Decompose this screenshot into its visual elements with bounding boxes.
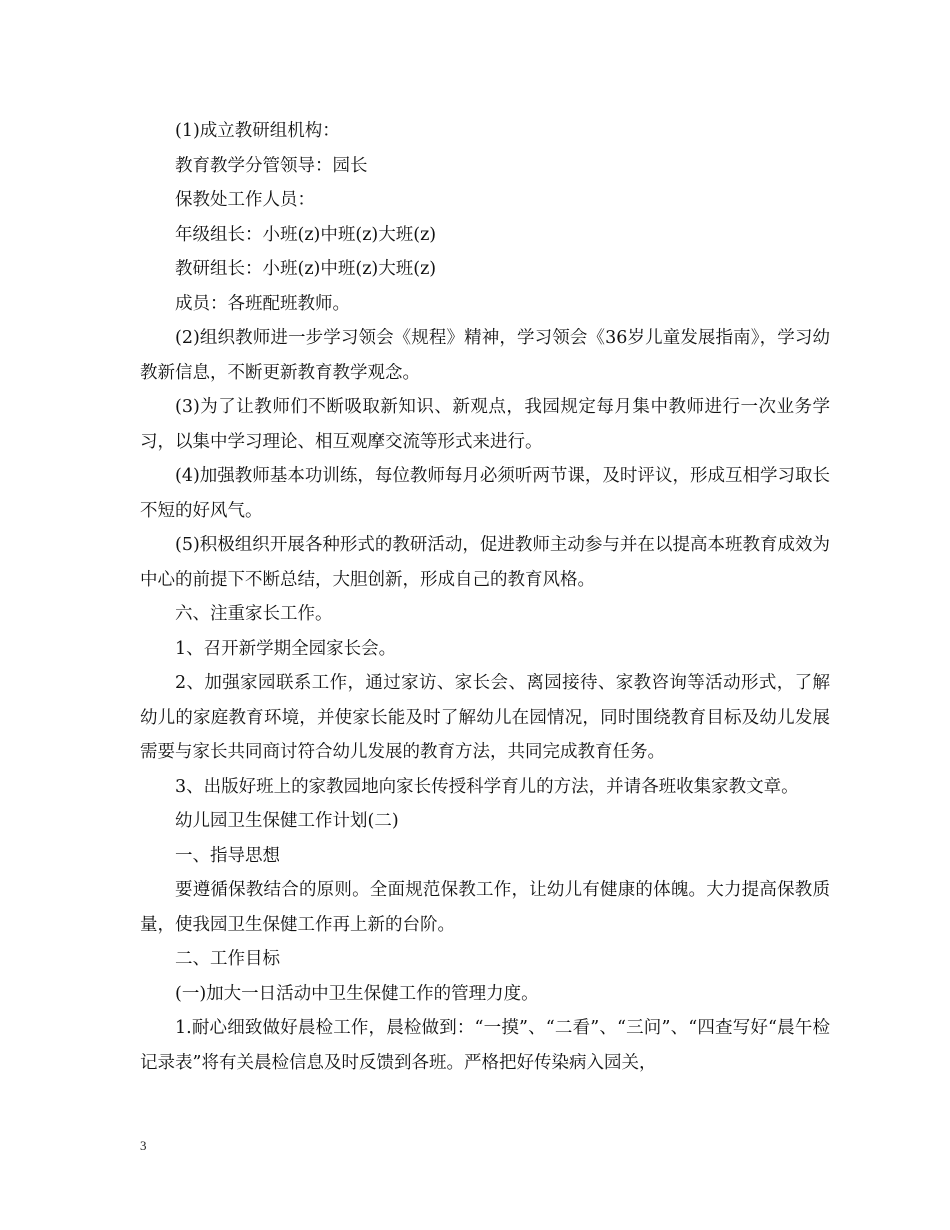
page-number: 3 [140, 1138, 147, 1153]
body-text [140, 114, 830, 1080]
paragraph-8: (3)为了让教师们不断吸取新知识、新观点，我园规定每月集中教师进行一次业务学习，以集中学习理论、相互观摩交流等形式来进行。 [140, 397, 830, 452]
paragraph-17: 要遵循保教结合的原则。全面规范保教工作，让幼儿有健康的体魄。大力提高保教质量，使我园卫生保健工作再上新的台阶。 [140, 880, 830, 935]
paragraph-2: 教育教学分管领导：园长 [175, 155, 368, 176]
paragraph-10: (5)积极组织开展各种形式的教研活动，促进教师主动参与并在以提高本班教育成效为中心的前提下不断总结，大胆创新，形成自己的教育风格。 [140, 535, 830, 590]
paragraph-4: 年级组长：小班(z)中班(z)大班(z) [175, 224, 437, 245]
paragraph-11: 六、注重家长工作。 [175, 604, 333, 624]
section-title: 幼儿园卫生保健工作计划(二) [175, 811, 399, 831]
paragraph-5: 教研组长：小班(z)中班(z)大班(z) [175, 259, 437, 279]
paragraph-9: (4)加强教师基本功训练，每位教师每月必须听两节课，及时评议，形成互相学习取长不短的好风气。 [140, 466, 830, 521]
paragraph-12: 1、召开新学期全园家长会。 [175, 638, 397, 659]
paragraph-3: 保教处工作人员： [175, 190, 315, 210]
paragraph-6: 成员：各班配班教师。 [175, 293, 350, 314]
heading-guiding-thought: 一、指导思想 [175, 845, 280, 866]
paragraph-13: 2、加强家园联系工作，通过家访、家长会、离园接待、家教咨询等活动形式，了解幼儿的家庭教育环境，并使家长能及时了解幼儿在园情况，同时围绕教育目标及幼儿发展需要与家长共同商讨符合幼儿发展的教育方法，共同完成教育任务。 [140, 673, 830, 762]
paragraph-1: (1)成立教研组机构： [175, 121, 340, 141]
paragraph-19: (一)加大一日活动中卫生保健工作的管理力度。 [175, 983, 539, 1004]
paragraph-7: (2)组织教师进一步学习领会《规程》精神，学习领会《36岁儿童发展指南》，学习幼教新信息，不断更新教育教学观念。 [140, 328, 830, 383]
heading-work-goals: 二、工作目标 [175, 949, 280, 969]
paragraph-14: 3、出版好班上的家教园地向家长传授科学育儿的方法，并请各班收集家教文章。 [175, 776, 799, 797]
paragraph-20: 1.耐心细致做好晨检工作，晨检做到：“一摸”、“二看”、“三问”、“四查写好“晨午检记录表”将有关晨检信息及时反馈到各班。严格把好传染病入园关， [140, 1018, 830, 1073]
